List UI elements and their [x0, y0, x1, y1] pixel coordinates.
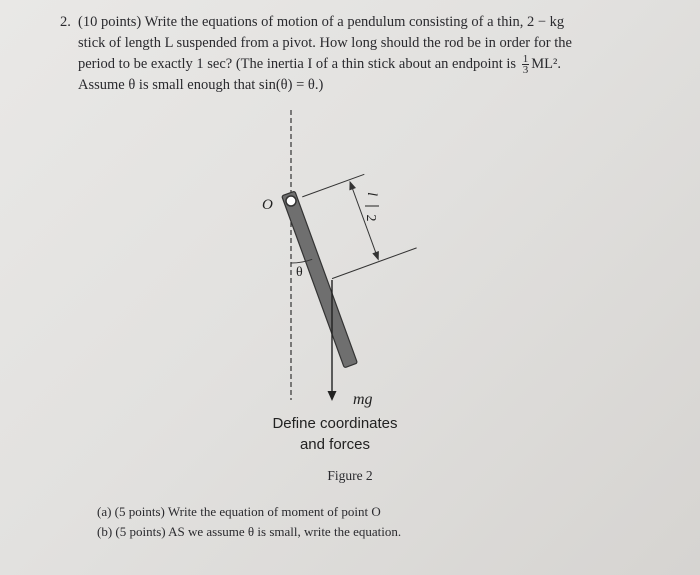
dimension-extension-top [302, 174, 364, 197]
figure-annotation-line-2: and forces [299, 436, 371, 453]
figure-caption: Figure 2 [327, 468, 373, 483]
dimension-arrowhead-top [346, 180, 356, 191]
sub-questions [97, 502, 401, 542]
angle-label: θ [296, 265, 303, 280]
fraction-denominator: 3 [522, 64, 529, 77]
figure-annotation-line-1: Define coordinates [272, 415, 398, 432]
pivot-label: O [262, 197, 273, 213]
fraction-numerator: 1 [522, 53, 529, 66]
sub-question-b: (b) (5 points) AS we assume θ is small, write the equation. [97, 524, 402, 539]
pivot-circle [286, 196, 296, 206]
dimension-arrowhead-bottom [372, 251, 382, 262]
force-label: mg [353, 391, 373, 408]
dimension-extension-bottom [332, 248, 417, 279]
rod-group [282, 159, 447, 368]
problem-line-4: Assume θ is small enough that sin(θ) = θ.) [78, 77, 324, 94]
rod [282, 191, 358, 368]
length-label-numerator: l [364, 192, 379, 196]
problem-line-1: (10 points) Write the equations of motion of a pendulum consisting of a thin, 2 − kg [78, 14, 565, 30]
gravity-arrowhead [328, 391, 337, 401]
length-label-denominator: 2 [363, 214, 378, 222]
figure-annotation [265, 413, 405, 455]
problem-line-2: stick of length L suspended from a pivot. How long should the rod be in order for the [78, 35, 572, 51]
problem-line-3-end: ML². [531, 56, 561, 72]
problem-number: 2. [60, 14, 71, 30]
sub-question-a: (a) (5 points) Write the equation of moment of point O [97, 504, 381, 519]
problem-line-3-text: period to be exactly 1 sec? (The inertia I of a thin stick about an endpoint is [78, 56, 517, 72]
length-label [363, 192, 379, 221]
